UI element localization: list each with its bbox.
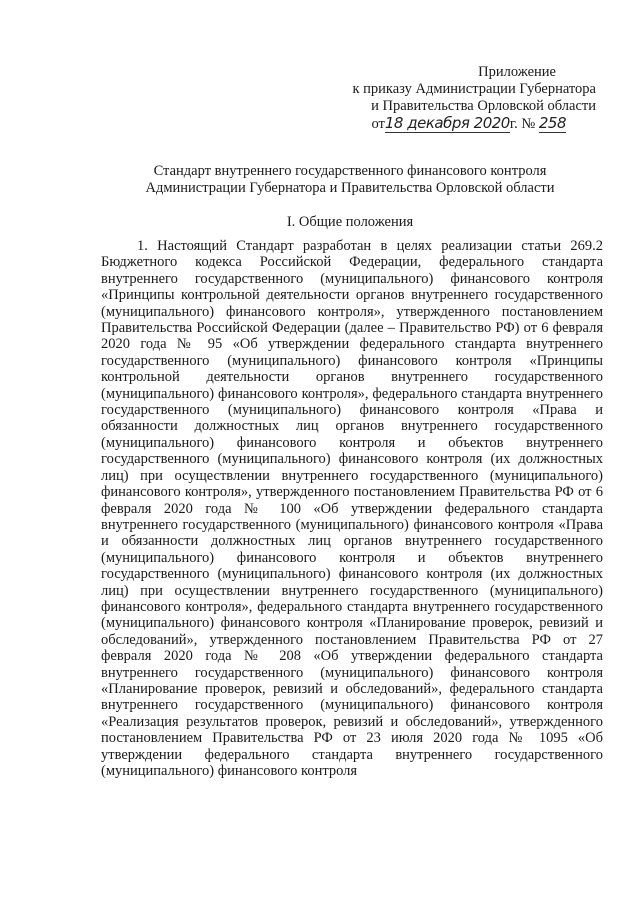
title-line-1: Стандарт внутреннего государственного финансового контроля	[153, 163, 547, 179]
body-paragraph-1: 1. Настоящий Стандарт разработан в целях реализации статьи 269.2 Бюджетного кодекса Российской Федерации, федерального стандарта внутреннего государственного (муниципального) финансового контроля «Принципы контрольной деятельности органов внутреннего государственного (муниципального) финансового контроля», утвержденного постановлением Правительства Российской Федерации (далее – Правительство РФ) от 6 февраля 2020 года № 95 «Об утверждении федерального стандарта внутреннего государственного (муниципального) финансового контроля «Принципы контрольной деятельности органов внутреннего государственного (муниципального) финансового контроля», федерального стандарта внутреннего государственного (муниципального) финансового контроля «Права и обязанности должностных лиц органов внутреннего государственного (муниципального) финансового контроля и объектов внутреннего государственного (муниципального) финансового контроля (их должностных лиц) при осуществлении внутреннего государственного (муниципального) финансового контроля», утвержденного постановлением Правительства РФ от 6 февраля 2020 года № 100 «Об утверждении федерального стандарта внутреннего государственного (муниципального) финансового контроля «Права и обязанности должностных лиц органов внутреннего государственного (муниципального) финансового контроля и объектов внутреннего государственного (муниципального) финансового контроля (их должностных лиц) при осуществлении внутреннего государственного (муниципального) финансового контроля», федерального стандарта внутреннего государственного (муниципального) финансового контроля «Планирование проверок, ревизий и обследований», утвержденного постановлением Правительства РФ от 27 февраля 2020 года № 208 «Об утверждении федерального стандарта внутреннего государственного (муниципального) финансового контроля «Планирование проверок, ревизий и обследований», федерального стандарта внутреннего государственного (муниципального) финансового контроля «Реализация результатов проверок, ревизий и обследований», утвержденного постановлением Правительства РФ от 23 июля 2020 года № 1095 «Об утверждении федерального стандарта внутреннего государственного (муниципального) финансового контроля	[101, 238, 603, 779]
appendix-label: Приложение	[478, 64, 556, 80]
handwritten-order-number: 258	[538, 114, 566, 132]
appendix-date-number-line	[318, 115, 618, 133]
date-suffix: г. №	[509, 116, 536, 132]
document-title	[100, 163, 600, 197]
title-line-2: Администрации Губернатора и Правительства Орловской области	[145, 180, 555, 196]
appendix-order-line: к приказу Администрации Губернатора	[352, 81, 596, 97]
section-heading: I. Общие положения	[286, 214, 414, 230]
date-prefix: от	[371, 116, 385, 132]
appendix-authority-line: и Правительства Орловской области	[371, 98, 596, 114]
handwritten-date: 18 декабря 2020	[384, 114, 510, 132]
appendix-header	[318, 64, 618, 133]
